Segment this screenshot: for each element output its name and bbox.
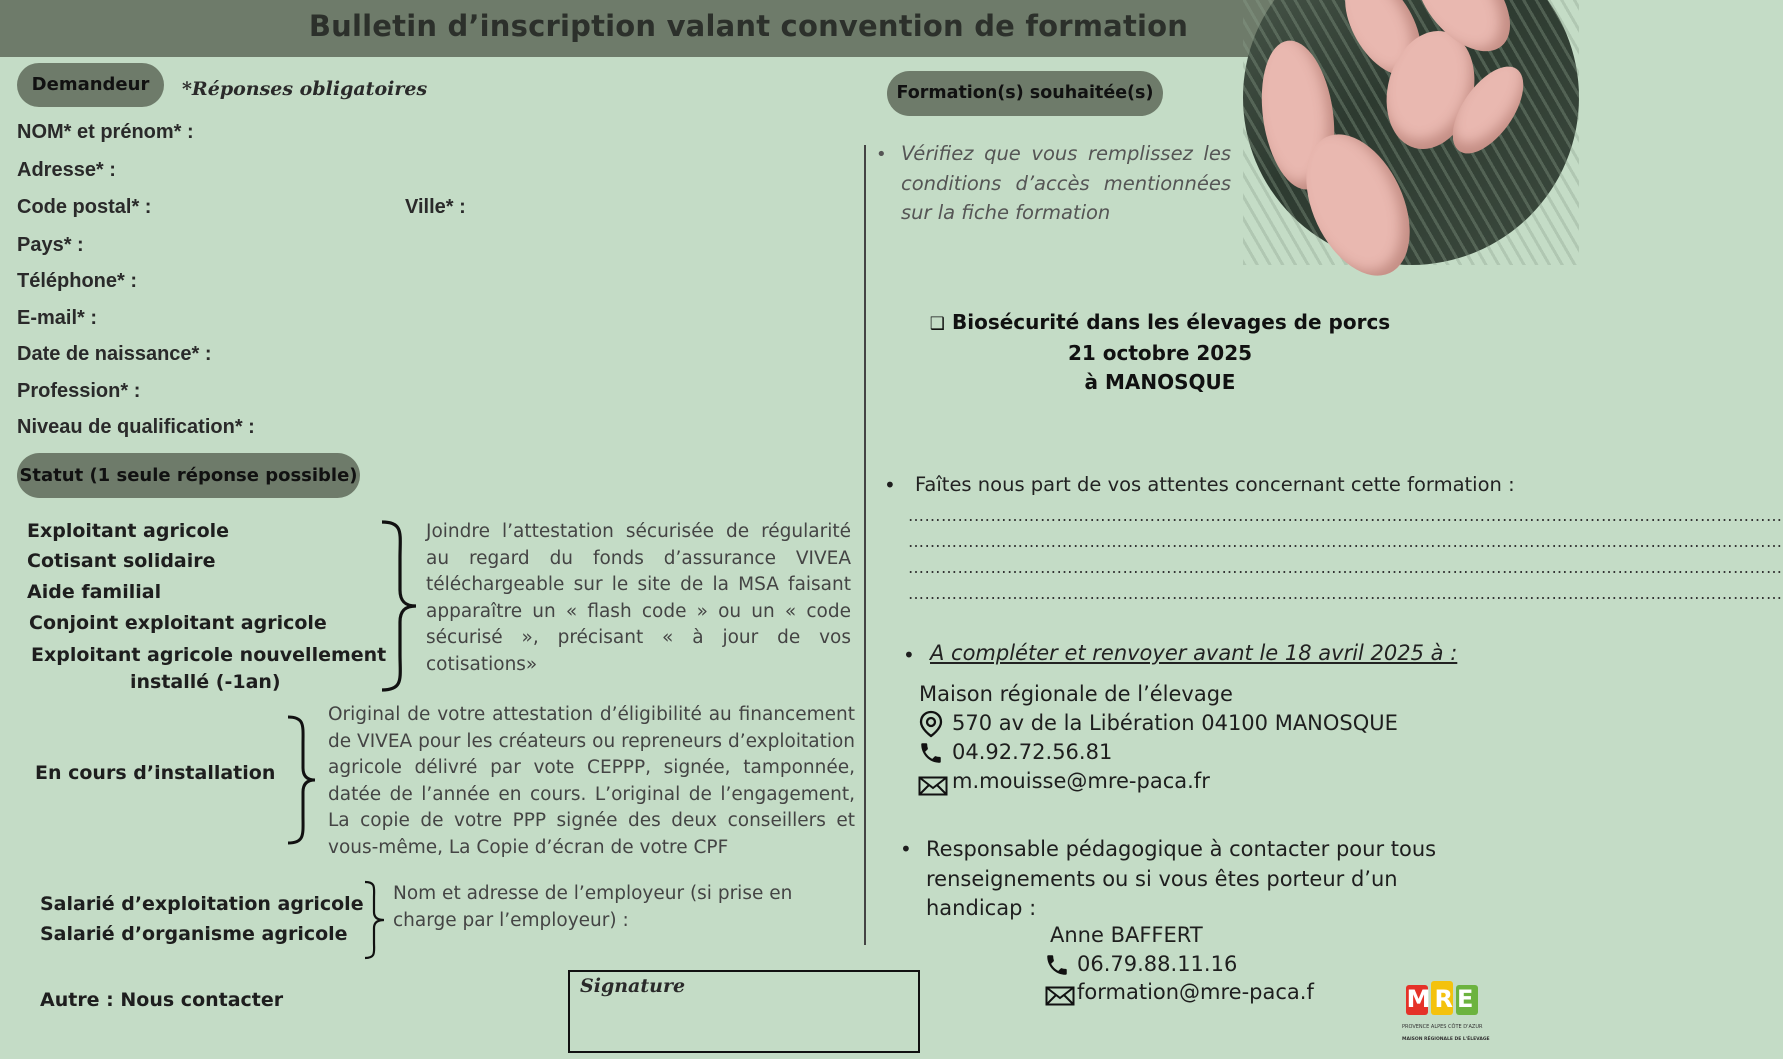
org-email[interactable]: m.mouisse@mre-paca.fr: [952, 769, 1210, 793]
logo-letters: MRE: [1406, 985, 1478, 1013]
mail-icon: [918, 776, 948, 796]
brace-icon: [362, 880, 388, 962]
org-address: 570 av de la Libération 04100 MANOSQUE: [952, 711, 1398, 735]
mail-icon: [1045, 986, 1075, 1006]
statut-salarie-organisme[interactable]: Salarié d’organisme agricole: [40, 923, 348, 945]
bullet-icon: •: [903, 643, 915, 667]
demandeur-pill: Demandeur: [17, 63, 164, 107]
statut-pill: Statut (1 seule réponse possible): [17, 453, 360, 498]
statut-conjoint[interactable]: Conjoint exploitant agricole: [29, 612, 327, 634]
logo-subtitle: PROVENCE ALPES CÔTE D'AZUR: [1402, 1024, 1483, 1030]
field-email-label: E-mail* :: [17, 307, 98, 329]
bullet-icon: •: [876, 144, 887, 165]
field-ville-label: Ville* :: [405, 196, 466, 218]
mre-logo: [1402, 977, 1490, 1047]
group3-note: Nom et adresse de l’employeur (si prise en charge par l’employeur) :: [393, 883, 793, 931]
statut-en-cours-installation[interactable]: En cours d’installation: [35, 762, 276, 784]
responsable-text: Responsable pédagogique à contacter pour tous renseignements ou si vous êtes porteur d’un handicap :: [926, 837, 1437, 920]
group2-note: Original de votre attestation d’éligibilité au financement de VIVEA pour les créateurs ou repreneurs d’exploitation agricole délivré par vote CEPPP, signée, tamponnée, datée de l’année en cours. L’original de l’engagement, La copie de votre PPP signée des deux conseillers et vous-même, La Copie d’écran de votre CPF: [328, 704, 855, 858]
signature-label: Signature: [580, 975, 686, 997]
attentes-lines[interactable]: …………………………………………………………………………………………………………………………………………… …………………………………………………………………………………………………………………………………………… …………………………………………………………………………………………………………………………………………… ……………………………………………………………………………………………………………………………………………: [908, 506, 1783, 603]
statut-autre[interactable]: Autre : Nous contacter: [40, 989, 284, 1011]
logo-subtitle-2: MAISON RÉGIONALE DE L'ÉLEVAGE: [1402, 1037, 1490, 1042]
field-code-postal-label: Code postal* :: [17, 196, 152, 218]
statut-nouvellement[interactable]: Exploitant agricole nouvellement: [31, 644, 387, 666]
field-adresse-label: Adresse* :: [17, 159, 116, 181]
bullet-icon: •: [884, 473, 896, 497]
contact-name: Anne BAFFERT: [1050, 923, 1203, 947]
checkbox-icon[interactable]: ❑: [929, 314, 946, 334]
field-niveau-label: Niveau de qualification* :: [17, 416, 255, 438]
brace-icon: [285, 714, 319, 846]
field-date-naissance-label: Date de naissance* :: [17, 343, 212, 365]
phone-icon: [918, 740, 944, 766]
org-name: Maison régionale de l’élevage: [919, 682, 1233, 706]
contact-phone[interactable]: 06.79.88.11.16: [1077, 952, 1238, 976]
group1-note: Joindre l’attestation sécurisée de régularité au regard du fonds d’assurance VIVEA téléchargeable sur le site de la MSA faisant apparaître un « flash code » ou un « code sécurisé », précisant « à jour de vos cotisations»: [426, 521, 851, 675]
signature-box[interactable]: [568, 970, 920, 1053]
statut-exploitant[interactable]: Exploitant agricole: [27, 520, 230, 542]
bullet-icon: •: [900, 837, 912, 861]
brace-icon: [378, 518, 422, 694]
statut-nouvellement-line2: installé (-1an): [130, 671, 281, 693]
location-pin-icon: [918, 710, 944, 738]
training-place: à MANOSQUE: [1084, 370, 1236, 394]
statut-salarie-exploitation[interactable]: Salarié d’exploitation agricole: [40, 893, 364, 915]
contact-email[interactable]: formation@mre-paca.f: [1077, 980, 1314, 1004]
required-note: *Réponses obligatoires: [182, 78, 428, 100]
field-telephone-label: Téléphone* :: [17, 270, 138, 292]
training-date: 21 octobre 2025: [1067, 341, 1253, 365]
page-title: Bulletin d’inscription valant convention de formation: [308, 9, 1189, 43]
deadline-text: A compléter et renvoyer avant le 18 avril 2025 à :: [930, 641, 1458, 665]
org-phone[interactable]: 04.92.72.56.81: [952, 740, 1113, 764]
training-block: [870, 308, 1450, 397]
statut-aide-familial[interactable]: Aide familial: [27, 581, 162, 603]
pig-photo: [1243, 0, 1579, 265]
statut-cotisant[interactable]: Cotisant solidaire: [27, 550, 216, 572]
field-pays-label: Pays* :: [17, 234, 84, 256]
column-divider: [864, 145, 866, 945]
phone-icon: [1044, 952, 1070, 978]
formation-pill: Formation(s) souhaitée(s): [887, 71, 1163, 116]
field-nom-label: NOM* et prénom* :: [17, 121, 194, 143]
conditions-note: Vérifiez que vous remplissez les conditions d’accès mentionnées sur la fiche formation: [901, 142, 1231, 224]
attentes-label: Faîtes nous part de vos attentes concernant cette formation :: [915, 473, 1515, 496]
field-profession-label: Profession* :: [17, 380, 141, 402]
training-option[interactable]: ❑ Biosécurité dans les élevages de porcs: [929, 310, 1391, 334]
